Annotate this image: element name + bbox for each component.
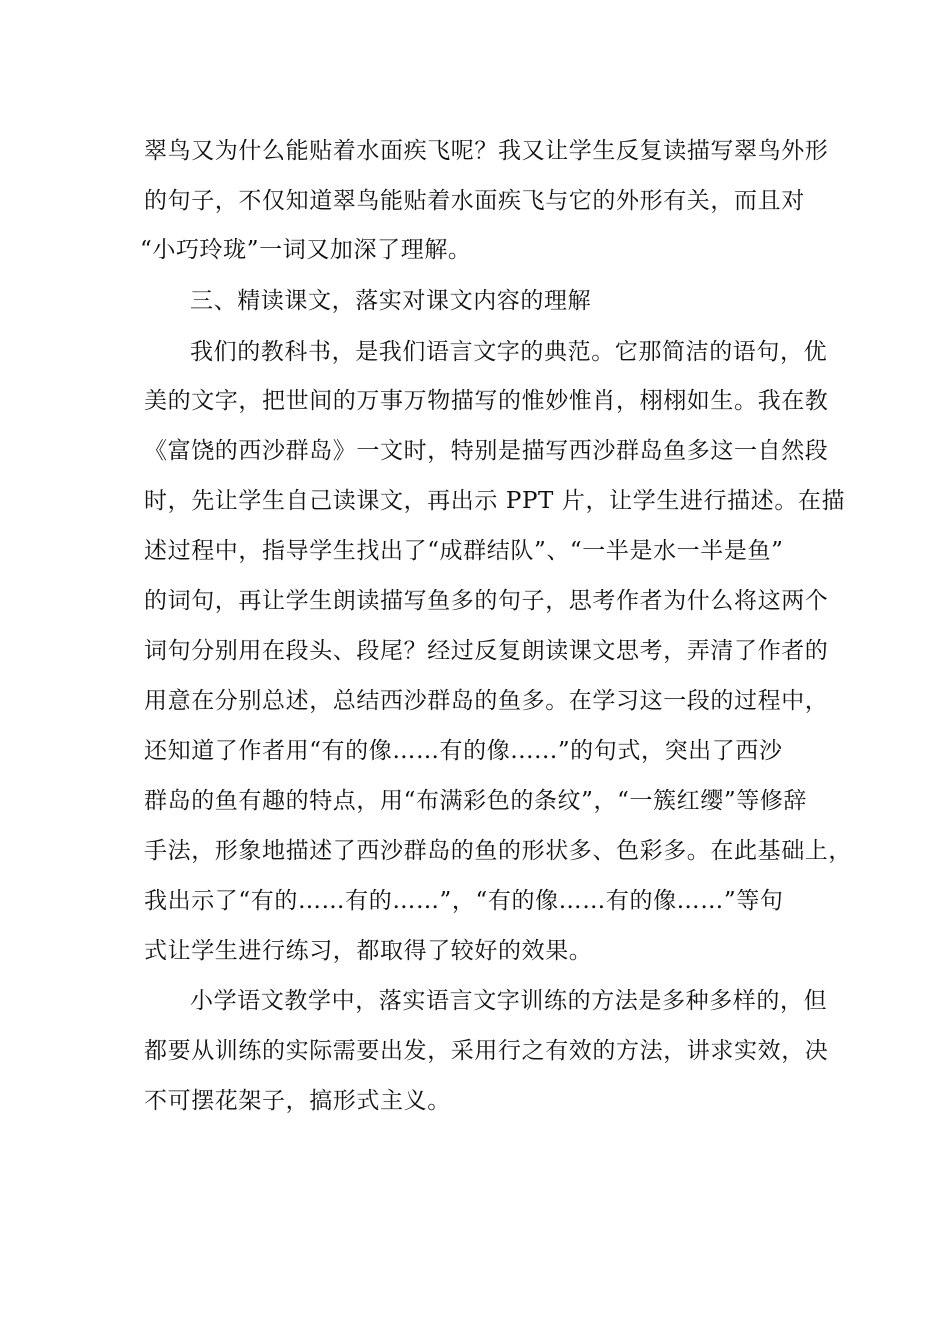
text-line: 翠鸟又为什么能贴着水面疾飞呢？我又让学生反复读描写翠鸟外形 (144, 138, 829, 164)
text-line: 还知道了作者用“有的像……有的像......”的句式，突出了西沙 (144, 738, 783, 764)
text-line: 我们的教科书，是我们语言文字的典范。它那简洁的语句，优 (190, 339, 828, 365)
text-line: 群岛的鱼有趣的特点，用“布满彩色的条纹”，“一簇红缨”等修辞 (144, 788, 808, 814)
text-line: 小学语文教学中，落实语言文字训练的方法是多种多样的，但 (190, 988, 828, 1014)
text-line: 我出示了“有的……有的……”，“有的像……有的像……”等句 (144, 888, 784, 914)
text-line: 的句子，不仅知道翠鸟能贴着水面疾飞与它的外形有关，而且对 (144, 188, 805, 214)
text-line: 的词句，再让学生朗读描写鱼多的句子，思考作者为什么将这两个 (144, 588, 829, 614)
text-line: “小巧玲珑”一词又加深了理解。 (140, 237, 472, 263)
text-line: 用意在分别总述，总结西沙群岛的鱼多。在学习这一段的过程中， (144, 688, 829, 714)
text-line: 都要从训练的实际需要出发，采用行之有效的方法，讲求实效，决 (144, 1038, 829, 1064)
text-line: 式让学生进行练习，都取得了较好的效果。 (144, 938, 593, 964)
text-line: 时，先让学生自己读课文，再出示 PPT 片，让学生进行描述。在描 (144, 488, 846, 514)
text-line: 《富饶的西沙群岛》一文时，特别是描写西沙群岛鱼多这一自然段 (144, 438, 829, 464)
text-line: 美的文字，把世间的万事万物描写的惟妙惟肖，栩栩如生。我在教 (144, 388, 829, 414)
text-line: 手法，形象地描述了西沙群岛的鱼的形状多、色彩多。在此基础上， (144, 838, 852, 864)
text-line: 词句分别用在段头、段尾？经过反复朗读课文思考，弄清了作者的 (144, 638, 829, 664)
text-line: 不可摆花架子，搞形式主义。 (144, 1088, 451, 1114)
section-heading: 三、精读课文，落实对课文内容的理解 (190, 288, 592, 314)
text-line: 述过程中，指导学生找出了“成群结队”、“一半是水一半是鱼” (144, 538, 784, 564)
